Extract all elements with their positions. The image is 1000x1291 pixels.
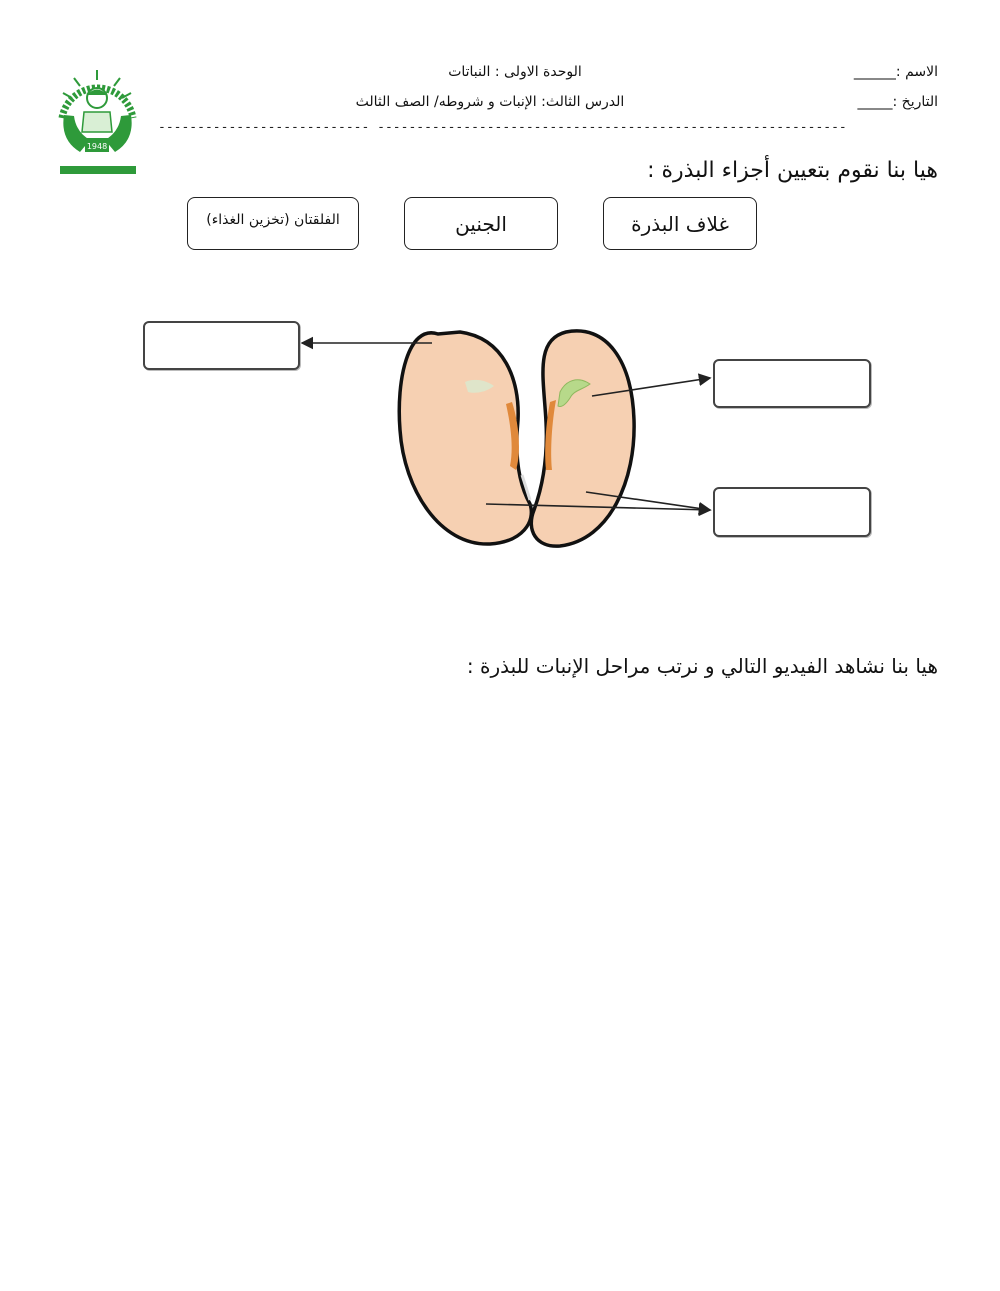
section2-heading: هيا بنا نشاهد الفيديو التالي و نرتب مراحل الإنبات للبذرة : <box>466 654 938 678</box>
word-card-embryo[interactable]: الجنين <box>404 197 558 250</box>
unit-title: الوحدة الاولى : النباتات <box>448 64 582 80</box>
header-separator: --------------------------- ------------------------------------------------------------ <box>158 120 847 135</box>
seed-diagram <box>290 310 720 560</box>
word-card-cotyledons[interactable]: الفلقتان (تخزين الغذاء) <box>187 197 359 250</box>
school-logo-icon <box>50 60 145 180</box>
open-seed-diagram-icon <box>290 310 720 560</box>
word-card-seed-coat[interactable]: غلاف البذرة <box>603 197 757 250</box>
label-drop-box-seed-coat[interactable] <box>143 321 300 370</box>
date-field[interactable]: التاريخ :_____ <box>857 94 938 110</box>
name-field[interactable]: الاسم :______ <box>853 64 938 80</box>
lesson-title: الدرس الثالث: الإنبات و شروطه/ الصف الثالث <box>355 94 625 110</box>
school-logo <box>50 60 145 180</box>
label-drop-box-embryo[interactable] <box>713 359 871 408</box>
section1-heading: هيا بنا نقوم بتعيين أجزاء البذرة : <box>647 158 938 183</box>
label-drop-box-cotyledons[interactable] <box>713 487 871 537</box>
svg-text:1948: 1948 <box>86 142 108 151</box>
